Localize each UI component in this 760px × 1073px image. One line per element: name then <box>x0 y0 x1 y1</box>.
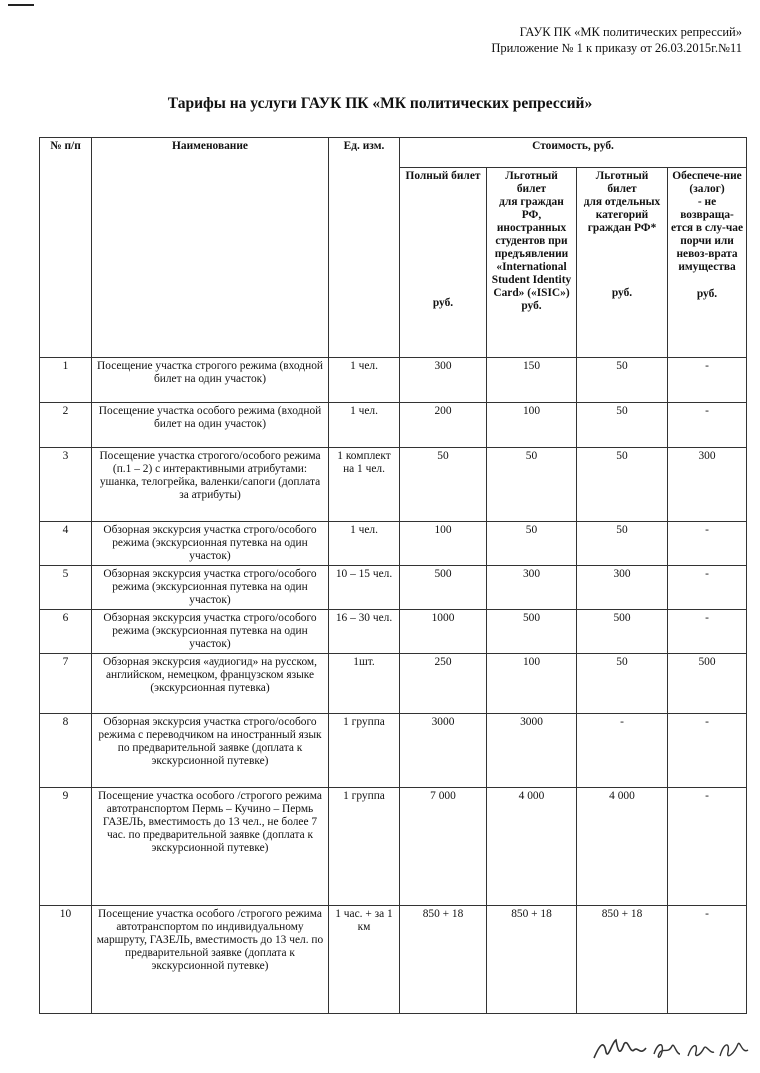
price-discount-categories: 850 + 18 <box>577 906 668 1014</box>
deposit-cell: 500 <box>668 654 747 714</box>
col-header-discount-students <box>487 168 577 358</box>
price-discount-students: 150 <box>487 358 577 403</box>
price-full: 7 000 <box>400 788 487 906</box>
unit-cell: 1 чел. <box>329 522 400 566</box>
table-row <box>40 566 747 610</box>
service-name: Обзорная экскурсия участка строго/особого режима (экскурсионная путевка на один участок) <box>92 566 329 610</box>
col-header-discount-categories <box>577 168 668 358</box>
unit-cell: 1 комплект на 1 чел. <box>329 448 400 522</box>
price-discount-categories: 500 <box>577 610 668 654</box>
price-discount-students: 4 000 <box>487 788 577 906</box>
service-name: Посещение участка особого /строгого режима автотранспортом по индивидуальному маршруту, ГАЗЕЛЬ, вместимость до 13 чел. по предварительной заявке (доплата к экскурсионной путевке) <box>92 906 329 1014</box>
deposit-cell: - <box>668 403 747 448</box>
unit-cell: 1 группа <box>329 788 400 906</box>
deposit-cell: - <box>668 566 747 610</box>
price-discount-students: 850 + 18 <box>487 906 577 1014</box>
col-header-cost: Стоимость, руб. <box>400 138 747 168</box>
service-name: Посещение участка строгого/особого режима (п.1 – 2) с интерактивными атрибутами: ушанка, телогрейка, валенки/сапоги (доплата за атрибуты) <box>92 448 329 522</box>
col-header-full-unit: руб. <box>432 297 454 309</box>
col-header-full-title: Полный билет <box>405 170 481 182</box>
col-header-discount-students-title: Льготный билет <box>505 170 558 195</box>
table-row <box>40 610 747 654</box>
price-discount-categories: 50 <box>577 403 668 448</box>
service-name: Посещение участка особого режима (входной билет на один участок) <box>92 403 329 448</box>
price-full: 100 <box>400 522 487 566</box>
row-number: 4 <box>40 522 92 566</box>
price-full: 200 <box>400 403 487 448</box>
price-discount-students: 50 <box>487 522 577 566</box>
table-row <box>40 714 747 788</box>
col-header-deposit <box>668 168 747 358</box>
unit-cell: 1 чел. <box>329 403 400 448</box>
service-name: Обзорная экскурсия участка строго/особого режима с переводчиком на иностранный язык по предварительной заявке (доплата к экскурсионной путевке) <box>92 714 329 788</box>
col-header-deposit-title: Обеспече-ние (залог) <box>672 170 742 195</box>
table-row <box>40 654 747 714</box>
price-full: 1000 <box>400 610 487 654</box>
deposit-cell: - <box>668 610 747 654</box>
col-header-discount-categories-unit: руб. <box>611 287 633 299</box>
deposit-cell: - <box>668 358 747 403</box>
table-row <box>40 403 747 448</box>
deposit-cell: - <box>668 714 747 788</box>
row-number: 8 <box>40 714 92 788</box>
row-number: 2 <box>40 403 92 448</box>
price-discount-students: 3000 <box>487 714 577 788</box>
document-header <box>491 24 742 56</box>
table-row <box>40 788 747 906</box>
handwritten-signature <box>588 1030 753 1066</box>
service-name: Обзорная экскурсия участка строго/особого режима (экскурсионная путевка на один участок) <box>92 522 329 566</box>
service-name: Посещение участка особого /строгого режима автотранспортом Пермь – Кучино – Пермь ГАЗЕЛЬ, вместимость до 13 чел., не более 7 час. по предварительной заявке (доплата к экскурсионной путевке) <box>92 788 329 906</box>
table-row <box>40 448 747 522</box>
row-number: 5 <box>40 566 92 610</box>
corner-mark <box>8 4 34 6</box>
price-discount-students: 300 <box>487 566 577 610</box>
service-name: Посещение участка строгого режима (входной билет на один участок) <box>92 358 329 403</box>
col-header-discount-students-unit: руб. <box>521 300 542 312</box>
deposit-cell: - <box>668 788 747 906</box>
unit-cell: 16 – 30 чел. <box>329 610 400 654</box>
unit-cell: 1шт. <box>329 654 400 714</box>
price-discount-categories: 50 <box>577 448 668 522</box>
table-row <box>40 358 747 403</box>
price-discount-students: 500 <box>487 610 577 654</box>
deposit-cell: - <box>668 522 747 566</box>
row-number: 10 <box>40 906 92 1014</box>
row-number: 9 <box>40 788 92 906</box>
unit-cell: 1 чел. <box>329 358 400 403</box>
price-full: 250 <box>400 654 487 714</box>
header-order-reference: Приложение № 1 к приказу от 26.03.2015г.№11 <box>491 41 742 55</box>
col-header-deposit-unit: руб. <box>696 288 718 300</box>
unit-cell: 1 час. + за 1 км <box>329 906 400 1014</box>
deposit-cell: 300 <box>668 448 747 522</box>
col-header-num: № п/п <box>40 138 92 358</box>
price-discount-categories: 50 <box>577 654 668 714</box>
col-header-discount-categories-desc: для отдельных категорий граждан РФ* <box>583 196 661 234</box>
table-row <box>40 522 747 566</box>
price-discount-students: 100 <box>487 654 577 714</box>
price-discount-categories: 300 <box>577 566 668 610</box>
price-full: 500 <box>400 566 487 610</box>
price-full: 300 <box>400 358 487 403</box>
col-header-unit: Ед. изм. <box>329 138 400 358</box>
price-discount-students: 100 <box>487 403 577 448</box>
row-number: 3 <box>40 448 92 522</box>
row-number: 6 <box>40 610 92 654</box>
deposit-cell: - <box>668 906 747 1014</box>
price-full: 3000 <box>400 714 487 788</box>
price-discount-students: 50 <box>487 448 577 522</box>
price-discount-categories: - <box>577 714 668 788</box>
price-full: 50 <box>400 448 487 522</box>
unit-cell: 10 – 15 чел. <box>329 566 400 610</box>
price-discount-categories: 50 <box>577 522 668 566</box>
col-header-full <box>400 168 487 358</box>
service-name: Обзорная экскурсия «аудиогид» на русском, английском, немецком, французском языке (экскурсионная путевка) <box>92 654 329 714</box>
col-header-name: Наименование <box>92 138 329 358</box>
price-discount-categories: 4 000 <box>577 788 668 906</box>
table-row <box>40 906 747 1014</box>
col-header-deposit-desc: - не возвраща-ется в слу-чае порчи или невоз-врата имущества <box>671 196 743 273</box>
row-number: 1 <box>40 358 92 403</box>
row-number: 7 <box>40 654 92 714</box>
header-organization: ГАУК ПК «МК политических репрессий» <box>519 25 742 39</box>
service-name: Обзорная экскурсия участка строго/особого режима (экскурсионная путевка на один участок) <box>92 610 329 654</box>
col-header-discount-categories-title: Льготный билет <box>595 170 649 195</box>
price-discount-categories: 50 <box>577 358 668 403</box>
col-header-discount-students-desc: для граждан РФ, иностранных студентов при предъявлении «International Student Identity Card» («ISIC») <box>491 196 572 299</box>
tariffs-table <box>39 137 747 1014</box>
unit-cell: 1 группа <box>329 714 400 788</box>
price-full: 850 + 18 <box>400 906 487 1014</box>
document-title: Тарифы на услуги ГАУК ПК «МК политических репрессий» <box>167 95 593 112</box>
